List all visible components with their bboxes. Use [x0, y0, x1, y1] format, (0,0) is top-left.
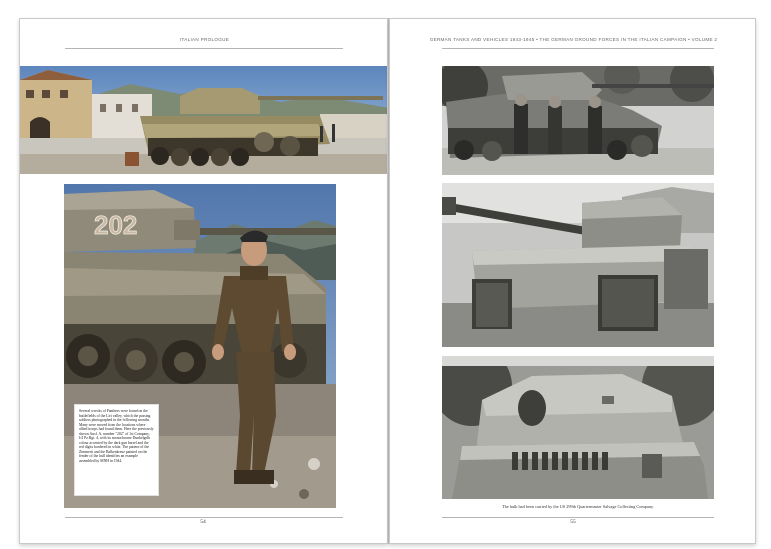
left-running-head: ITALIAN PROLOGUE — [179, 37, 230, 42]
right-page — [389, 18, 756, 544]
photo-bw-soldiers-panther — [442, 66, 714, 175]
right-footer-rule — [442, 517, 714, 518]
photo-soldier-panther-202 — [64, 184, 336, 508]
photo-bw-panther-front — [442, 183, 714, 347]
right-caption: The hulk had been carried by the US 299th Quartermaster Salvage Collecting Company. — [502, 504, 654, 509]
left-page-number: 54 — [200, 519, 206, 525]
left-header-rule — [65, 48, 343, 49]
photo-panther-town — [20, 66, 389, 174]
photo-bw-turret-closeup — [442, 356, 714, 499]
right-page-number: 55 — [570, 519, 576, 525]
right-header-rule — [442, 48, 714, 49]
left-footer-rule — [65, 517, 343, 518]
right-running-head: GERMAN TANKS AND VEHICLES 1943-1945 • THE GERMAN GROUND FORCES IN THE ITALIAN CAMPAIGN • VOLUME 2 — [429, 37, 718, 42]
photo-caption-box — [74, 404, 159, 496]
turret-number: 202 — [94, 210, 138, 240]
left-caption: Several wrecks of Panthers were found on the battlefields of the Liri valley, which the passing soldiers photographed in the following months. Many were moved from the locations where allied troops had found them. Here the previously shown Ausf. A, number "202" of 1st Company, I/4 Pz.Rgt. 4, with its monochrome Dunkelgelb colour accented by the dark gun barrel and the red digits bordered in white. The pattern of the Zimmerit and the Balkenkreuz painted on the fender of the hull identifies an example assembled by MNH in 1944. — [79, 409, 154, 464]
left-page — [19, 18, 388, 544]
